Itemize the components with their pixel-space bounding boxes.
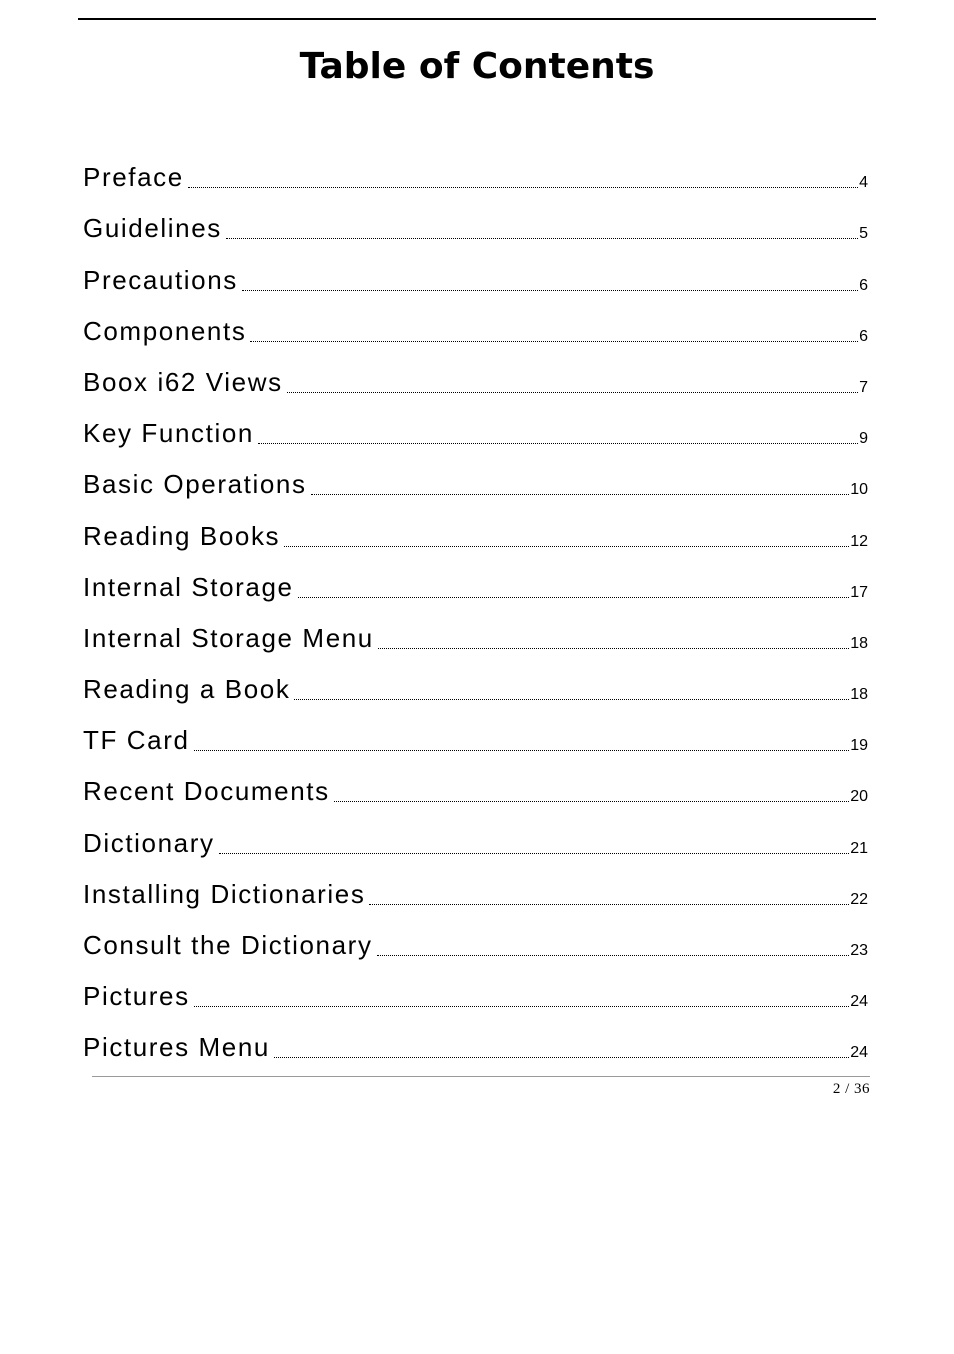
- toc-entry-title: Reading Books: [83, 520, 281, 551]
- toc-entry-title: Pictures: [83, 981, 190, 1012]
- toc-entry-page-number: 21: [850, 839, 868, 857]
- toc-entry-title: Precautions: [83, 264, 238, 295]
- toc-entry-page-number: 18: [850, 634, 868, 652]
- toc-entry[interactable]: [83, 662, 868, 713]
- dot-leader: [311, 494, 850, 495]
- toc-entry-title: TF Card: [83, 725, 190, 756]
- toc-entry-title: Reading a Book: [83, 674, 291, 705]
- toc-entry[interactable]: [83, 815, 868, 866]
- dot-leader: [194, 750, 850, 751]
- toc-entry[interactable]: [83, 355, 868, 406]
- toc-entry-page-number: 6: [859, 327, 868, 345]
- toc-entry-page-number: 18: [850, 686, 868, 704]
- toc-entry-title: Boox i62 Views: [83, 366, 283, 397]
- toc-entry[interactable]: [83, 560, 868, 611]
- dot-leader: [219, 853, 850, 854]
- dot-leader: [194, 1006, 849, 1007]
- toc-entry-title: Components: [83, 315, 247, 346]
- table-of-contents: [83, 150, 868, 1071]
- toc-entry[interactable]: [83, 1020, 868, 1071]
- toc-entry-page-number: 9: [859, 430, 868, 448]
- dot-leader: [287, 392, 858, 393]
- toc-entry-page-number: 7: [859, 378, 868, 396]
- toc-entry[interactable]: [83, 406, 868, 457]
- toc-entry-title: Internal Storage Menu: [83, 622, 374, 653]
- header-rule: [78, 18, 876, 20]
- toc-entry-title: Recent Documents: [83, 776, 330, 807]
- dot-leader: [242, 290, 858, 291]
- toc-entry[interactable]: [83, 764, 868, 815]
- toc-entry-title: Installing Dictionaries: [83, 878, 366, 909]
- dot-leader: [250, 341, 858, 342]
- toc-entry-page-number: 19: [850, 737, 868, 755]
- dot-leader: [284, 546, 849, 547]
- toc-entry-title: Pictures Menu: [83, 1032, 270, 1063]
- toc-entry[interactable]: [83, 918, 868, 969]
- toc-entry-page-number: 20: [850, 788, 868, 806]
- toc-entry-page-number: 12: [850, 532, 868, 550]
- toc-entry-page-number: 24: [850, 1044, 868, 1062]
- toc-entry[interactable]: [83, 252, 868, 303]
- toc-entry[interactable]: [83, 713, 868, 764]
- page-title: Table of Contents: [299, 46, 655, 87]
- toc-entry-page-number: 5: [859, 225, 868, 243]
- toc-entry-title: Consult the Dictionary: [83, 930, 373, 960]
- toc-entry[interactable]: [83, 150, 868, 201]
- toc-entry-title: Internal Storage: [83, 571, 294, 602]
- toc-entry-title: Guidelines: [83, 213, 222, 244]
- dot-leader: [377, 955, 850, 956]
- dot-leader: [334, 801, 850, 802]
- toc-entry[interactable]: [83, 611, 868, 662]
- toc-entry-page-number: 23: [850, 942, 868, 959]
- dot-leader: [369, 904, 849, 905]
- dot-leader: [378, 648, 849, 649]
- dot-leader: [274, 1057, 849, 1058]
- toc-entry-page-number: 17: [850, 583, 868, 601]
- toc-entry-page-number: 10: [850, 481, 868, 499]
- dot-leader: [298, 597, 850, 598]
- page-number: 2 / 36: [832, 1081, 870, 1097]
- toc-entry-page-number: 22: [850, 890, 868, 908]
- toc-entry[interactable]: [83, 969, 868, 1020]
- toc-entry-title: Key Function: [83, 418, 254, 449]
- toc-entry[interactable]: [83, 508, 868, 559]
- toc-entry-title: Basic Operations: [83, 469, 307, 500]
- dot-leader: [258, 443, 858, 444]
- dot-leader: [188, 187, 858, 188]
- toc-entry-title: Dictionary: [83, 827, 215, 858]
- toc-entry[interactable]: [83, 304, 868, 355]
- dot-leader: [226, 238, 858, 239]
- toc-entry[interactable]: [83, 867, 868, 918]
- toc-entry-title: Preface: [83, 162, 184, 193]
- toc-entry[interactable]: [83, 201, 868, 252]
- toc-entry-page-number: 24: [850, 993, 868, 1011]
- toc-entry[interactable]: [83, 457, 868, 508]
- dot-leader: [294, 699, 849, 700]
- footer-rule: [92, 1076, 870, 1077]
- toc-entry-page-number: 4: [859, 174, 868, 192]
- toc-entry-page-number: 6: [859, 276, 868, 294]
